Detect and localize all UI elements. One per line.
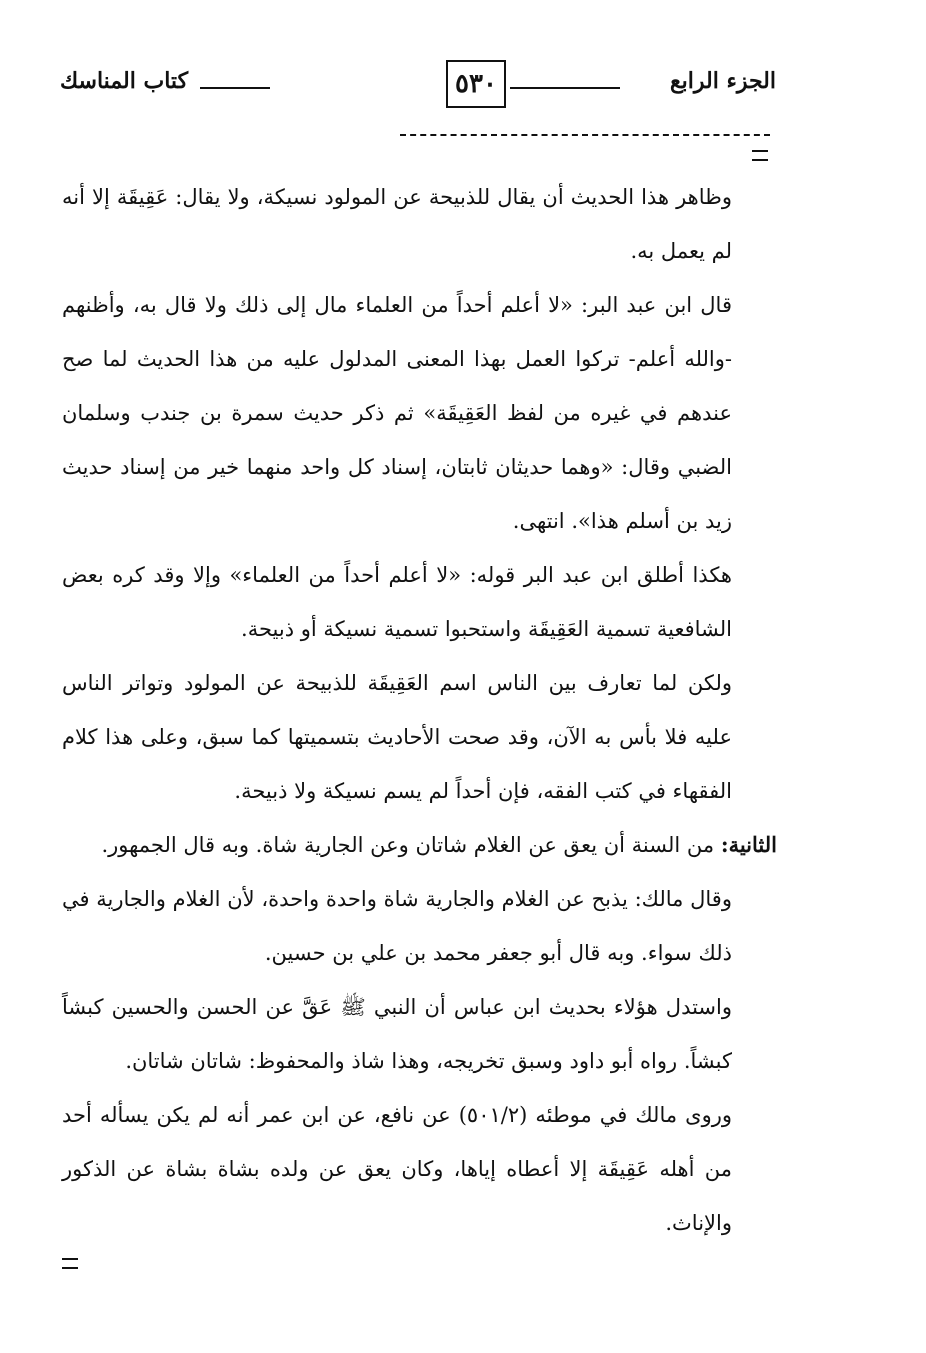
section-text: من السنة أن يعق عن الغلام شاتان وعن الجارية شاة. وبه قال الجمهور. xyxy=(101,833,715,857)
paragraph: وقال مالك: يذبح عن الغلام والجارية شاة واحدة واحدة، لأن الغلام والجارية في ذلك سواء. وبه قال أبو جعفر محمد بن علي بن حسين. xyxy=(62,887,732,965)
section-lead: الثانية: xyxy=(720,832,777,857)
paragraph: وظاهر هذا الحديث أن يقال للذبيحة عن المولود نسيكة، ولا يقال: عَقِيقَة إلا أنه لم يعمل به. xyxy=(62,185,732,263)
continuation-mark-top xyxy=(752,150,768,161)
continuation-mark-bottom xyxy=(62,1258,78,1269)
paragraph: قال ابن عبد البر: «لا أعلم أحداً من العلماء مال إلى ذلك ولا قال به، وأظنهم -والله أعلم- تركوا العمل بهذا المعنى المدلول عليه من هذا الحديث لما صح عندهم في غيره من لفظ العَقِيقَة» ثم ذكر حديث سمرة بن جندب وسلمان الضبي وقال: «وهما حديثان ثابتان، إسناد كل واحد منهما خير من إسناد حديث زيد بن أسلم هذا». انتهى. xyxy=(62,293,732,533)
paragraph: وروى مالك في موطئه (٥٠١/٢) عن نافع، عن ابن عمر أنه لم يكن يسأله أحد من أهله عَقِيقَة إلا أعطاه إياها، وكان يعق عن ولده بشاة بشاة عن الذكور والإناث. xyxy=(62,1103,732,1235)
header-rule-right xyxy=(510,87,620,89)
header-rule-left xyxy=(200,87,270,89)
header-book-title: كتاب المناسك xyxy=(60,68,189,94)
section-paragraph xyxy=(62,818,777,872)
page-number: ٥٣٠ xyxy=(455,69,497,99)
page-header xyxy=(60,60,776,116)
header-part-title: الجزء الرابع xyxy=(669,68,776,94)
header-dashed-rule xyxy=(400,134,770,136)
paragraph: هكذا أطلق ابن عبد البر قوله: «لا أعلم أحداً من العلماء» وإلا وقد كره بعض الشافعية تسمية العَقِيقَة واستحبوا تسمية نسيكة أو ذبيحة. xyxy=(62,563,732,641)
page-number-box xyxy=(446,60,506,108)
paragraph: ولكن لما تعارف بين الناس اسم العَقِيقَة للذبيحة عن المولود وتواتر الناس عليه فلا بأس به الآن، وقد صحت الأحاديث بتسميتها كما سبق، وعلى هذا كلام الفقهاء في كتب الفقه، فإن أحداً لم يسم نسيكة ولا ذبيحة. xyxy=(62,671,732,803)
paragraph: واستدل هؤلاء بحديث ابن عباس أن النبي ﷺ عَقَّ عن الحسن والحسين كبشاً كبشاً. رواه أبو داود وسبق تخريجه، وهذا شاذ والمحفوظ: شاتان شاتان. xyxy=(62,995,732,1073)
page-body xyxy=(62,170,777,1250)
